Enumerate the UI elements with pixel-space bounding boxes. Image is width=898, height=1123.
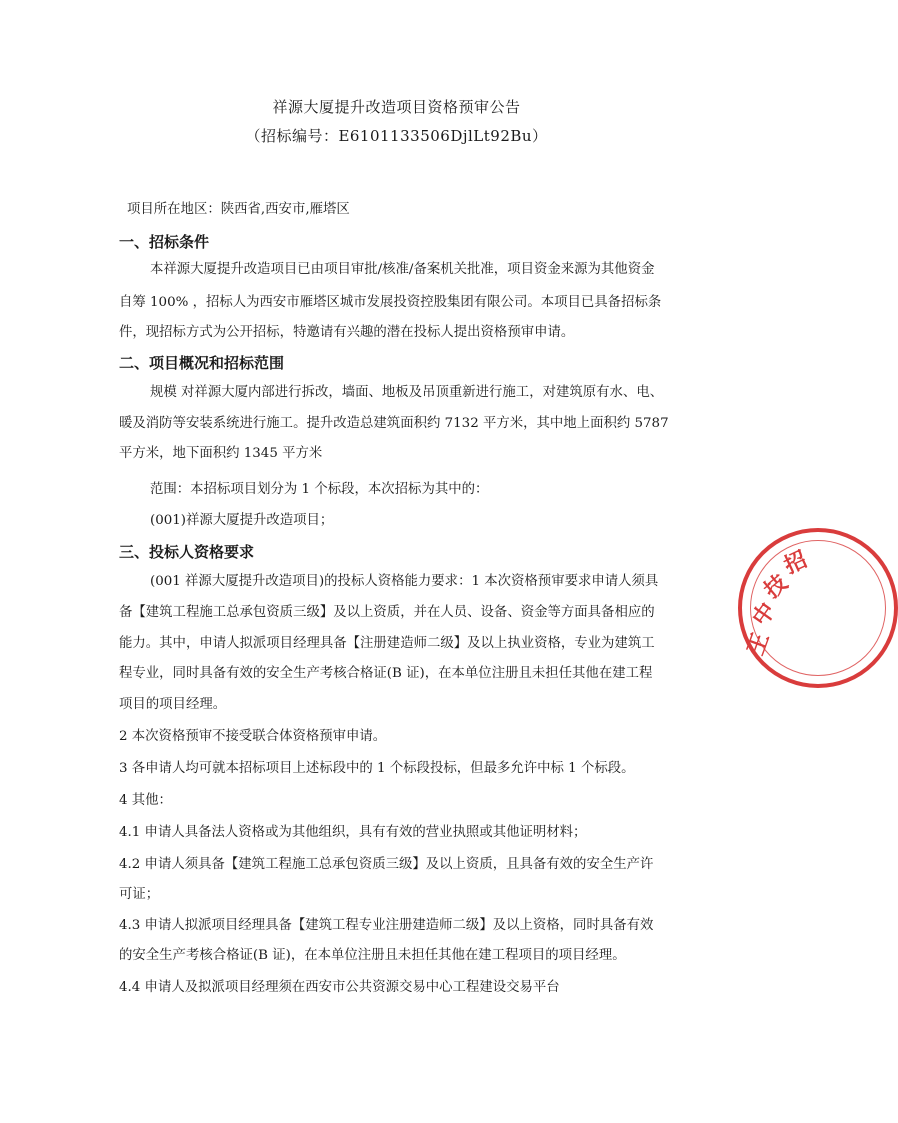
- section-3-line: 备【建筑工程施工总承包资质三级】及以上资质，并在人员、设备、资金等方面具备相应的: [119, 605, 655, 620]
- section-1-line: 本祥源大厦提升改造项目已由项目审批/核准/备案机关批准，项目资金来源为其他资金: [150, 262, 655, 277]
- section-3-line: 可证；: [119, 887, 160, 902]
- section-2-line: 范围：本招标项目划分为 1 个标段，本次招标为其中的：: [150, 482, 489, 497]
- bid-number: （招标编号：E6101133506DjlLt92Bu）: [245, 127, 548, 145]
- section-3-line: 4 其他：: [119, 793, 172, 808]
- section-3-heading: 三、投标人资格要求: [119, 543, 255, 561]
- section-3-line: 4.2 申请人须具备【建筑工程施工总承包资质三级】及以上资质，且具备有效的安全生产许: [119, 857, 654, 872]
- section-1-line: 件，现招标方式为公开招标，特邀请有兴趣的潜在投标人提出资格预审申请。: [119, 325, 575, 340]
- seal-char: 中: [747, 597, 782, 631]
- section-3-line: 2 本次资格预审不接受联合体资格预审申请。: [119, 729, 387, 744]
- section-1-line: 自筹 100% ，招标人为西安市雁塔区城市发展投资控股集团有限公司。本项目已具备招标条: [119, 295, 662, 310]
- seal-char: 王: [742, 629, 775, 659]
- section-1-heading: 一、招标条件: [119, 233, 210, 251]
- section-3-line: 4.3 申请人拟派项目经理具备【建筑工程专业注册建造师二级】及以上资格，同时具备有效: [119, 918, 654, 933]
- section-2-line: (001)祥源大厦提升改造项目；: [150, 513, 334, 528]
- section-3-line: (001 祥源大厦提升改造项目)的投标人资格能力要求：1 本次资格预审要求申请人须具: [150, 574, 659, 589]
- section-3-line: 项目的项目经理。: [119, 697, 227, 712]
- section-2-line: 平方米，地下面积约 1345 平方米: [119, 446, 323, 461]
- section-3-line: 能力。其中，申请人拟派项目经理具备【注册建造师二级】及以上执业资格，专业为建筑工: [119, 636, 655, 651]
- document-title: 祥源大厦提升改造项目资格预审公告: [272, 98, 521, 116]
- project-region: 项目所在地区：陕西省,西安市,雁塔区: [127, 202, 350, 217]
- section-3-line: 4.1 申请人具备法人资格或为其他组织，具有有效的营业执照或其他证明材料；: [119, 825, 587, 840]
- official-seal-stamp: [738, 528, 898, 688]
- section-2-line: 规模 对祥源大厦内部进行拆改，墙面、地板及吊顶重新进行施工，对建筑原有水、电、: [150, 385, 664, 400]
- section-3-line: 4.4 申请人及拟派项目经理须在西安市公共资源交易中心工程建设交易平台: [119, 980, 560, 995]
- section-3-line: 3 各申请人均可就本招标项目上述标段中的 1 个标段投标，但最多允许中标 1 个标段。: [119, 761, 635, 776]
- section-3-line: 程专业，同时具备有效的安全生产考核合格证(B 证)，在本单位注册且未担任其他在建工程: [119, 666, 653, 681]
- section-2-line: 暖及消防等安装系统进行施工。提升改造总建筑面积约 7132 平方米，其中地上面积约 5787: [119, 416, 669, 431]
- seal-char: 招: [780, 546, 812, 580]
- section-3-line: 的安全生产考核合格证(B 证)，在本单位注册且未担任其他在建工程项目的项目经理。: [119, 948, 626, 963]
- section-2-heading: 二、项目概况和招标范围: [119, 354, 285, 372]
- seal-char: 技: [759, 569, 793, 604]
